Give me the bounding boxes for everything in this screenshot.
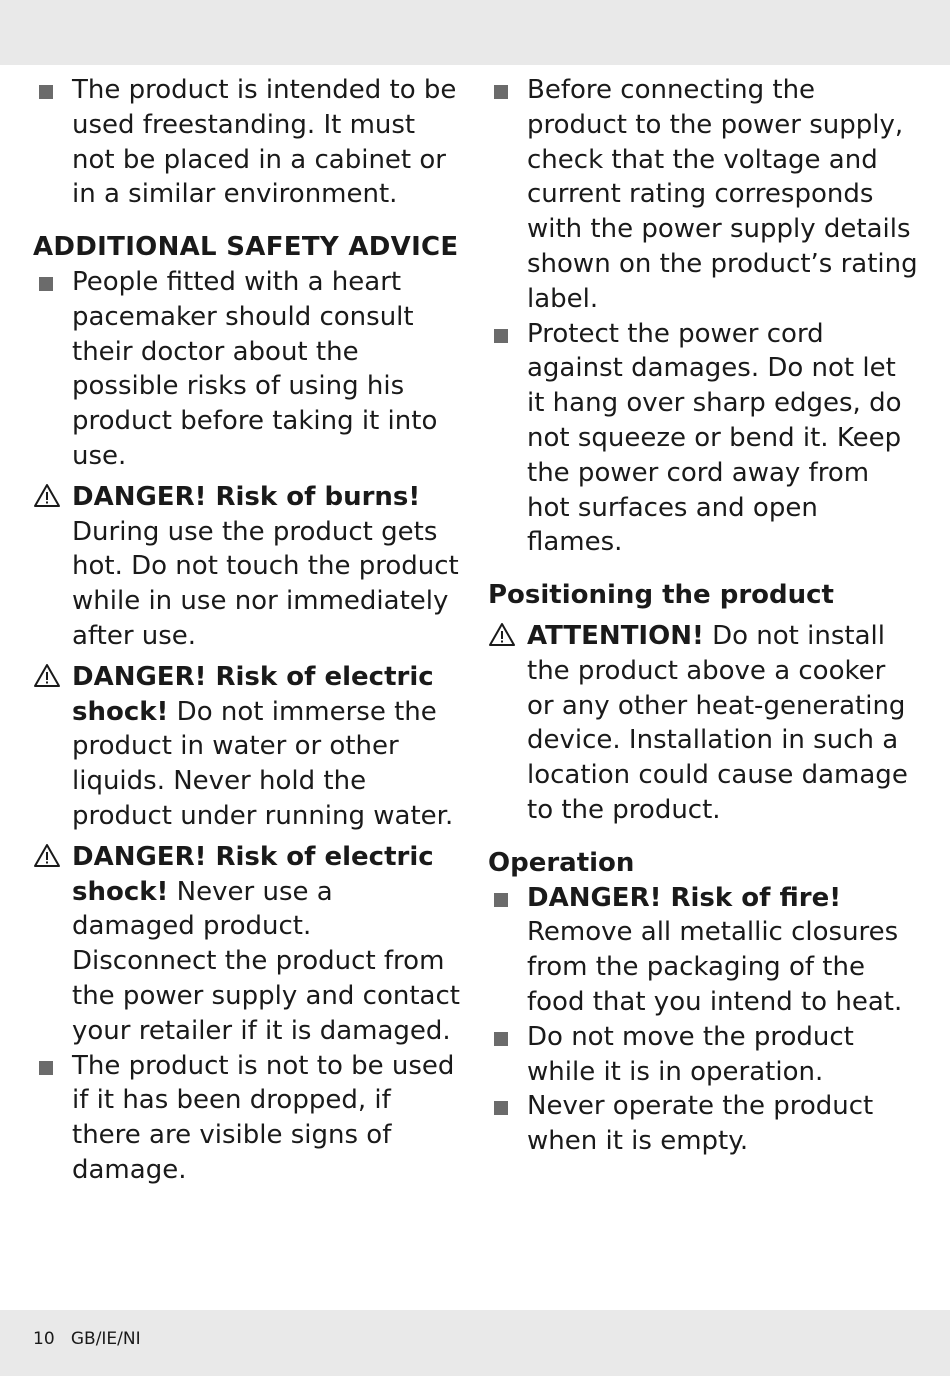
square-bullet-icon bbox=[39, 277, 53, 291]
warning-triangle-icon bbox=[33, 482, 61, 510]
item-text: Never operate the product when it is empty. bbox=[527, 1091, 874, 1157]
warning-item bbox=[488, 619, 918, 828]
item-text: Remove all metallic closures from the packaging of the food that you intend to heat. bbox=[527, 917, 903, 1017]
right-column bbox=[488, 73, 918, 1159]
section-heading-positioning: Positioning the product bbox=[488, 580, 834, 611]
square-bullet-icon bbox=[494, 329, 508, 343]
warning-item bbox=[33, 840, 463, 1049]
header-band bbox=[0, 0, 950, 65]
list-item bbox=[488, 73, 918, 317]
item-text: Do not move the product while it is in operation. bbox=[527, 1021, 854, 1087]
list-item bbox=[33, 265, 463, 474]
square-bullet-icon bbox=[39, 85, 53, 99]
item-text: Before connecting the product to the power supply, check that the voltage and current rating corresponds with the power supply details shown on the product’s rating label. bbox=[527, 75, 918, 314]
square-bullet-icon bbox=[494, 85, 508, 99]
item-text: The product is not to be used if it has been dropped, if there are visible signs of damage. bbox=[72, 1050, 455, 1185]
section-heading-safety: ADDITIONAL SAFETY ADVICE bbox=[33, 232, 459, 263]
item-text: People fitted with a heart pacemaker should consult their doctor about the possible risks of using his product before taking it into use. bbox=[72, 266, 438, 471]
list-item bbox=[488, 1020, 918, 1090]
square-bullet-icon bbox=[494, 893, 508, 907]
square-bullet-icon bbox=[39, 1061, 53, 1075]
page-footer bbox=[33, 1329, 141, 1349]
danger-label: DANGER! Risk of burns! bbox=[72, 481, 421, 512]
footer-band bbox=[0, 1310, 950, 1376]
square-bullet-icon bbox=[494, 1032, 508, 1046]
item-text: Never use a damaged product. Disconnect the product from the power supply and contact your retailer if it is damaged. bbox=[72, 876, 460, 1046]
list-item bbox=[33, 73, 463, 212]
list-item bbox=[488, 1089, 918, 1159]
left-column bbox=[33, 73, 463, 1188]
square-bullet-icon bbox=[494, 1101, 508, 1115]
warning-triangle-icon bbox=[33, 662, 61, 690]
item-text: Do not immerse the product in water or other liquids. Never hold the product under running water. bbox=[72, 696, 454, 831]
warning-item bbox=[33, 660, 463, 834]
page-number: 10 bbox=[33, 1329, 55, 1349]
danger-label: DANGER! Risk of fire! bbox=[527, 882, 842, 913]
section-heading-operation: Operation bbox=[488, 847, 635, 878]
item-text: During use the product gets hot. Do not touch the product while in use nor immediately after use. bbox=[72, 516, 459, 651]
region-code: GB/IE/NI bbox=[70, 1329, 141, 1349]
warning-triangle-icon bbox=[33, 842, 61, 870]
warning-item bbox=[33, 480, 463, 654]
attention-label: ATTENTION! bbox=[527, 620, 704, 651]
list-item bbox=[488, 317, 918, 561]
danger-label: DANGER! Risk of electric shock! bbox=[72, 661, 434, 727]
list-item bbox=[33, 1049, 463, 1188]
item-text: Protect the power cord against damages. Do not let it hang over sharp edges, do not squeeze or bend it. Keep the power cord away from hot surfaces and open flames. bbox=[527, 318, 902, 558]
warning-triangle-icon bbox=[488, 621, 516, 649]
item-text: The product is intended to be used freestanding. It must not be placed in a cabinet or in a similar environment. bbox=[72, 75, 457, 210]
list-item bbox=[488, 881, 918, 1020]
item-text: Do not install the product above a cooker or any other heat-generating device. Installation in such a location could cause damage to the product. bbox=[527, 620, 908, 825]
danger-label: DANGER! Risk of electric shock! bbox=[72, 841, 434, 907]
